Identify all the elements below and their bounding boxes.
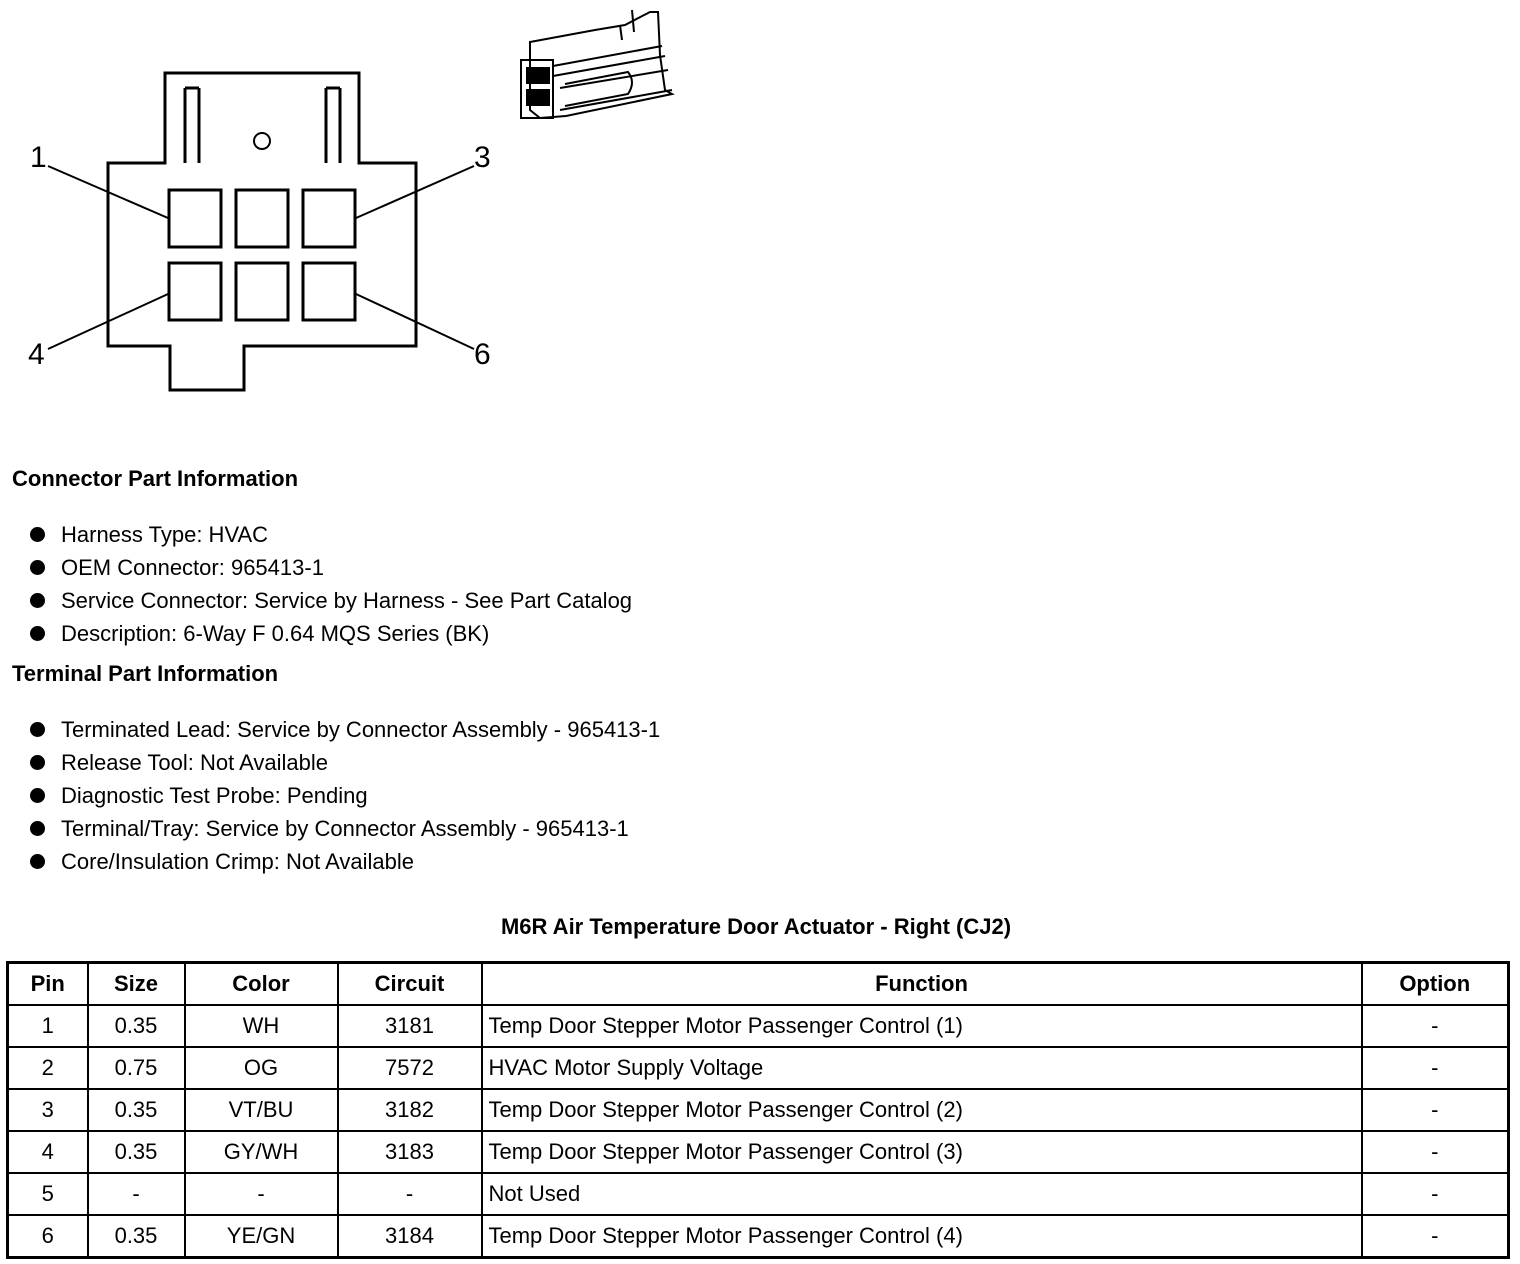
pin-cavity-2: [236, 190, 288, 247]
table-row: [8, 1005, 1509, 1047]
pin-label-4: 4: [28, 338, 45, 371]
cell-function: Temp Door Stepper Motor Passenger Control (1): [482, 1005, 1362, 1047]
cell-color: OG: [185, 1047, 338, 1089]
connector-3d-illustration: [521, 10, 672, 118]
cell-color: GY/WH: [185, 1131, 338, 1173]
list-item: Terminated Lead: Service by Connector Assembly - 965413-1: [30, 713, 660, 746]
connector-info-heading: Connector Part Information: [12, 466, 299, 491]
list-item: Service Connector: Service by Harness - See Part Catalog: [30, 584, 632, 617]
cell-pin: 3: [8, 1089, 88, 1131]
cell-color: VT/BU: [185, 1089, 338, 1131]
column-header-option: Option: [1362, 963, 1509, 1006]
cell-size: 0.75: [88, 1047, 185, 1089]
column-header-color: Color: [185, 963, 338, 1006]
latch-housing: [108, 73, 416, 390]
list-item: Diagnostic Test Probe: Pending: [30, 779, 660, 812]
table-row: [8, 1173, 1509, 1215]
list-item: Release Tool: Not Available: [30, 746, 660, 779]
cell-function: Temp Door Stepper Motor Passenger Control (3): [482, 1131, 1362, 1173]
cell-circuit: 3181: [338, 1005, 482, 1047]
cell-option: -: [1362, 1047, 1509, 1089]
cell-circuit: 3182: [338, 1089, 482, 1131]
pin-label-3: 3: [474, 141, 491, 174]
table-row: [8, 1131, 1509, 1173]
cell-option: -: [1362, 1131, 1509, 1173]
cell-circuit: -: [338, 1173, 482, 1215]
cell-function: HVAC Motor Supply Voltage: [482, 1047, 1362, 1089]
connector-face: [48, 73, 474, 390]
column-header-pin: Pin: [8, 963, 88, 1006]
cell-option: -: [1362, 1215, 1509, 1258]
table-header-row: [8, 963, 1509, 1006]
pin-cavity-1: [169, 190, 221, 247]
cell-function: Not Used: [482, 1173, 1362, 1215]
column-header-size: Size: [88, 963, 185, 1006]
list-item: Core/Insulation Crimp: Not Available: [30, 845, 660, 878]
cell-size: -: [88, 1173, 185, 1215]
connector-face-diagram: [0, 0, 700, 430]
pin-cavity-3: [303, 190, 355, 247]
cell-size: 0.35: [88, 1089, 185, 1131]
list-item: Description: 6-Way F 0.64 MQS Series (BK): [30, 617, 632, 650]
table-title: M6R Air Temperature Door Actuator - Right (CJ2): [500, 914, 1012, 939]
cell-function: Temp Door Stepper Motor Passenger Control (2): [482, 1089, 1362, 1131]
cell-size: 0.35: [88, 1215, 185, 1258]
cell-color: -: [185, 1173, 338, 1215]
list-item: OEM Connector: 965413-1: [30, 551, 632, 584]
cell-size: 0.35: [88, 1005, 185, 1047]
cell-color: YE/GN: [185, 1215, 338, 1258]
table-row: [8, 1047, 1509, 1089]
pin-cavity-6: [303, 263, 355, 320]
cell-function: Temp Door Stepper Motor Passenger Control (4): [482, 1215, 1362, 1258]
cell-option: -: [1362, 1173, 1509, 1215]
cell-circuit: 3184: [338, 1215, 482, 1258]
cell-option: -: [1362, 1089, 1509, 1131]
list-item: Harness Type: HVAC: [30, 518, 632, 551]
cell-circuit: 7572: [338, 1047, 482, 1089]
pin-label-1: 1: [30, 141, 47, 174]
cell-pin: 1: [8, 1005, 88, 1047]
column-header-function: Function: [482, 963, 1362, 1006]
cell-pin: 6: [8, 1215, 88, 1258]
list-item: Terminal/Tray: Service by Connector Assembly - 965413-1: [30, 812, 660, 845]
pinout-table: [6, 961, 1510, 1259]
cell-size: 0.35: [88, 1131, 185, 1173]
cell-pin: 4: [8, 1131, 88, 1173]
cell-pin: 5: [8, 1173, 88, 1215]
pin-label-6: 6: [474, 338, 491, 371]
table-row: [8, 1089, 1509, 1131]
pin-cavity-4: [169, 263, 221, 320]
table-row: [8, 1215, 1509, 1258]
terminal-info-list: [30, 713, 660, 878]
cell-circuit: 3183: [338, 1131, 482, 1173]
pin-cavity-5: [236, 263, 288, 320]
cell-color: WH: [185, 1005, 338, 1047]
connector-info-list: [30, 518, 632, 650]
cell-option: -: [1362, 1005, 1509, 1047]
column-header-circuit: Circuit: [338, 963, 482, 1006]
terminal-info-heading: Terminal Part Information: [12, 661, 279, 686]
cell-pin: 2: [8, 1047, 88, 1089]
locator-hole: [254, 133, 270, 149]
